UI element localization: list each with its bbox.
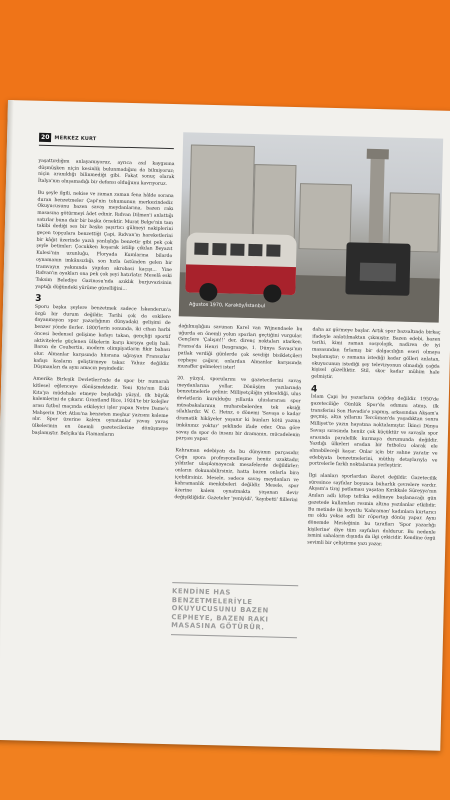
page-number: 20 <box>39 133 52 142</box>
pull-quote: KENDİNE HAS BENZETMELERİYLE OKUYUCUSUNU BAZEN CEPHEYE, BAZEN RAKI MASASINA GÖTÜRÜR. <box>171 582 298 638</box>
text-column-2 <box>174 324 302 510</box>
paragraph: yaşattırdığını anlayamıyoruz, ayrıca asıl kaygısına düşmüşken niçin kesinlik bulunmadığını da bilmiyoruz; niçin aranıldığı bilinmediği gibi. Fakat sonuç olarak İtalya'nın oluşamadığı bir defansı olduğunu kavrıyoruz. <box>37 158 175 188</box>
section-number: 4 <box>310 384 318 395</box>
paragraph: dağılmışlığını savunan Karel van Wijnendaele bu uğurda en önemli yolun sporları geçtiğini vurgular. Gençlere 'Çalışın!!' der, direnç noktaları atarken. Fransa'da Henri Desgrange, 1. Dünya Savaşı'nın patlak verdiği günlerde çok sevdiği bisikletçileri cepheye çağırır, onlardan Almanlar karşısında muzaffer gelmeleri ister! <box>177 324 303 371</box>
building-center <box>298 183 352 250</box>
paragraph: daha az görmeye başlar. Artık spor bazsaltında birkaç ifadeyle anlatılmaktan çıkmıştır. Bazen edebi, bazen tarihi, kimi zaman sosyolojik, nadiren de iyi masasından fırlamış bir dalgacılığın eseri olmaya başlamıştır; o zamana istediği kadar gölleri anlatan, okuyucunun istediği şey televizyonun olmadığı çağda kişisel güzelliktir. Stil, skor kadar mühim hale gelmiştir. <box>311 327 441 380</box>
tower-cap <box>367 149 389 160</box>
header-rule <box>39 145 174 149</box>
paragraph: Kahraman edebiyatı da bu dünyanın parçasıdır. Çoğu spora profesyonelleşme henüz uzaktadır, yıldızlar ulaşılamayacak mesafelerde değildirler; onların dokunabilirsiniz, hatta bazen onlarla bira içebilirsiniz. Mesele, sadece savaş meydanları ve kahramanlık menkıbeleri değildir. Mesele, spor üzerine kalem oynatmakta yaşanan devir değişikliğidir. Gazeteler 'yeniyidi', 'kayıbetti' fiillerini <box>174 448 300 504</box>
vw-van <box>185 232 296 295</box>
text-column-1 <box>32 159 175 446</box>
jeep <box>345 242 410 296</box>
photo-caption: Ağustos 1970, Karaköy/İstanbul <box>188 302 266 310</box>
paragraph: Amerika Birleşik Devletleri'nde de spor bir numaralı kitlesel eğlenceye dönüşmektedir. Yeni Kıta'nın Eski Kıta'ya müdahale etmeye başladığı yüzyıl, ilk büyük kalemlerini de çıkarır. Grantland Rice, 1924'te bir kolejler arası futbol maçında etkileyici işler yapan Notre Dame's Mahşerin Dört Atlısı'na benzeten meşhur yazısını kaleme alır. Spor üzerine kalem oynatanlar yavaş yavaş ülkelerinin en önemli gazetecilerine dönüşmeye başlamıştır. Belçika'da Flamanların <box>31 376 170 438</box>
paragraph: Sporu başka şeylere benzetmek sadece İskenderun'a özgü bir durum değildir. Tarihi çok da eskilere dayanmayan spor yazarlığının dünyadaki gelişimi de benzer yönde ilerler. 1800'lerin sonunda, iki cihan harbi öncesi bedensel gelişime kafayı takan, gençliği sportif aktivitelerle güçlenen ülkelerin karşı karşıya geliş hali. Baron de Coubertin, modern olimpiyatların fikir babası olur. Almanlar karşısında hüsrana uğrayan Fransızlar kafayı kasların geliştirmeye takar. Yahuz değildir. Düşmanları da aynı amacın peşindedir. <box>33 304 171 373</box>
page-header <box>39 133 97 143</box>
section-number: 3 <box>35 294 42 305</box>
paragraph: Bu şeyle ilgili, nekise ve zaman zaman fena hâlde sorana duran benzetmeler Çapi'nin tohumunun merkezindedir. Okuyucusunu bazen savaş meydanlarına, bazen rakı masasına götürmeyi âdet edinir. Rıdvan Dilmen'i anlattığı satırlar buna dair bir başka örnektir. Murat Belge'nin tam takibi dediği ses bir başka şaşırtıcı gülmeyi nakiplerini geçen topçulara benzettiği Çapi, Rıdvan'ın hareketlerini bir kâğıt üzerinde yazılı yanlışlığa benzetir gibi pek çok şeyle betimler: Çocukken koşarak istilip çıkılan Beyazıt Kulesi'nin uzunluğu, Floryada Kumlarına bilardo oynamanın imkânsızlığı, son hızla üstünden gelen bir tramvayın yakınında yapılan akrobasi kaçışı... Yine Rıdvan'ın ayakları ona pek çok şeyi hatırlatır. Meselâ eski Taksim Belediye Gazinosu'nda azıklık burjuvazisinin yaptığı düğündeki yürüme güzelliğini... <box>35 190 174 292</box>
text-column-3 <box>307 328 440 556</box>
magazine-page <box>0 100 450 751</box>
section-title: MERKEZ KURT <box>54 134 97 142</box>
paragraph: İslam Çapi bu yazarların çağdaş değildir. 1950'de gazeteciliğe Günlük Spor'da adımını atmış, ilk transferini Son Havadis'e yapmış, arkasından Akşam'a geçmiş, altın yıllarını Tercüman'da yaşadıktan sonra Milliyet'te yazın hayatına noktalamıştır. İkinci Dünya Savaşı sırasında henüz çok küçüktür ve savaşla spor arasında paralellik kurmaya durumunda değildir. Yazdığı ülkeleri aradan bir futbolcu olarak ele alınabileceği kaçar. Onlar için bir sahne yaratır ve edebiyata benzetmelerini, müthiş detaylarıyla ve portrelerle farklı noktalarına yerleştirir. <box>309 394 439 470</box>
street-photo <box>179 132 443 322</box>
paragraph: 20. yüzyıl, sporularını ve gazetecilerini savaş meydanlarına yollar. Dönüşüm yazılarında benzetmelerle gelinir. Milliyetçiliğin yükseldiği, ulus devletlerin kurulduğu yıllarda uluslararası spor müsabakalarının muharebelerden tek eksiği silahlardır. W. C. Heinz, o dönemi 'Savaşa o kadar dramatik hikâyeler yaşanır ki bunları kötü yazma imkânınız yoktur' şeklinde ifade eder. Ona göre savaş da spor da insanı bir dramanın, mücadelenin parçası yapar. <box>175 376 302 443</box>
paragraph: İlgi alanları sporlardan ibaret değildir. Gazetecilik süresince sayfalar boyunca buharlık çevrelere vardır. Akşam'a tiraj patlaması yaşatan Kırıkkale Süreyya'nın Anıları adlı kitap tefrika edilmeye başlanacağı gün gazetede kullanılan resmin altına yazılanlar etkilidir. Bu metinde iki boyutlu 'Kahraman' kadınlara kurtarıcı mı oldu yoksa adli bir röportajı dönüş yapar. Aynı dönemde Mesleğinin bu tarafları 'Spor yazarlığı kişilerine' diye tüm sayfaları doldurur. Bu nedenle ismini sahaların dışında da ilgi çekicidir. Kendine özgü sevimli bir çeliştirme yazı yazar. <box>307 473 437 548</box>
page-gutter <box>0 100 14 740</box>
galata-tower <box>368 157 384 249</box>
